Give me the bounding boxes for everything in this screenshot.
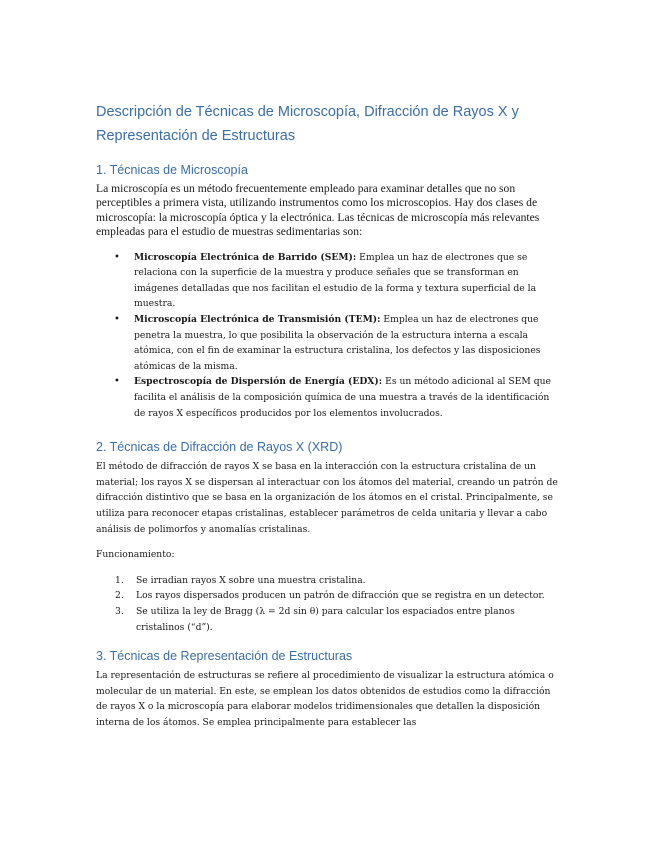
xrd-steps-list xyxy=(96,573,560,635)
term-tem: Microscopía Electrónica de Transmisión (TEM): xyxy=(134,314,381,325)
description-tem: Emplea un haz de electrones que penetra la muestra, lo que posibilita la observación de la estructura interna a escala atómica, con el fin de examinar la estructura cristalina, los defectos y las disposiciones atómicas de la misma. xyxy=(134,314,541,372)
term-edx: Espectroscopía de Dispersión de Energía (EDX): xyxy=(134,376,383,388)
subheading-funcionamiento: Funcionamiento: xyxy=(96,549,175,561)
bullet-icon: • xyxy=(114,376,120,388)
step-number: 3. xyxy=(115,605,124,617)
step-text: Se utiliza la ley de Bragg (λ = 2d sin θ) para calcular los espaciados entre planos cristalinos (“d”). xyxy=(136,605,515,633)
section-heading-structures: 3. Técnicas de Representación de Estructuras xyxy=(96,649,353,664)
section-intro-microscopy: La microscopía es un método frecuentemente empleado para examinar detalles que no son perceptibles a primera vista, utilizando instrumentos como los microscopios. Hay dos clases de microscopía: la microscopía óptica y la electrónica. Las técnicas de microscopía más relevantes empleadas para el estudio de muestras sedimentarias son: xyxy=(96,182,540,239)
bullet-icon: • xyxy=(114,314,120,325)
section-heading-xrd: 2. Técnicas de Difracción de Rayos X (XRD) xyxy=(96,440,343,455)
list-item-sem xyxy=(114,250,560,312)
list-item-edx xyxy=(114,374,560,421)
list-item-tem xyxy=(114,312,560,374)
step-text: Los rayos dispersados producen un patrón de difracción que se registra en un detector. xyxy=(136,590,545,602)
step-number: 2. xyxy=(115,590,124,602)
step-text: Se irradian rayos X sobre una muestra cristalina. xyxy=(136,574,366,586)
document-body xyxy=(96,100,560,730)
list-item-step-3 xyxy=(115,604,560,635)
document-title: Descripción de Técnicas de Microscopía, Difracción de Rayos X y Representación de Estructuras xyxy=(96,104,519,144)
section-intro-xrd: El método de difracción de rayos X se basa en la interacción con la estructura cristalina de un material; los rayos X se dispersan al interactuar con los átomos del material, creando un patrón de difracción distintivo que se basa en la organización de los átomos en el cristal. Principalmente, se utiliza para reconocer etapas cristalinas, establecer parámetros de celda unitaria y llevar a cabo análisis de polimorfos y anomalías cristalinas. xyxy=(96,461,558,535)
section-intro-structures: La representación de estructuras se refiere al procedimiento de visualizar la estructura atómica o molecular de un material. En este, se emplean los datos obtenidos de estudios como la difracción de rayos X o la microscopía para elaborar modelos tridimensionales que detallen la disposición interna de los átomos. Se emplea principalmente para establecer las xyxy=(96,670,554,728)
description-sem: Emplea un haz de electrones que se relaciona con la superficie de la muestra y produce señales que se transforman en imágenes detalladas que nos facilitan el estudio de la forma y textura superficial de la muestra. xyxy=(134,251,537,310)
term-sem: Microscopía Electrónica de Barrido (SEM): xyxy=(134,251,357,263)
section-heading-microscopy: 1. Técnicas de Microscopía xyxy=(96,163,248,177)
bullet-icon: • xyxy=(114,251,120,263)
step-number: 1. xyxy=(115,574,124,586)
microscopy-technique-list xyxy=(96,250,560,422)
list-item-step-2 xyxy=(115,588,560,604)
description-edx: Es un método adicional al SEM que facilita el análisis de la composición química de una muestra a través de la identificación de rayos X específicos producidos por los elementos involucrados. xyxy=(134,376,551,419)
list-item-step-1 xyxy=(115,573,560,589)
